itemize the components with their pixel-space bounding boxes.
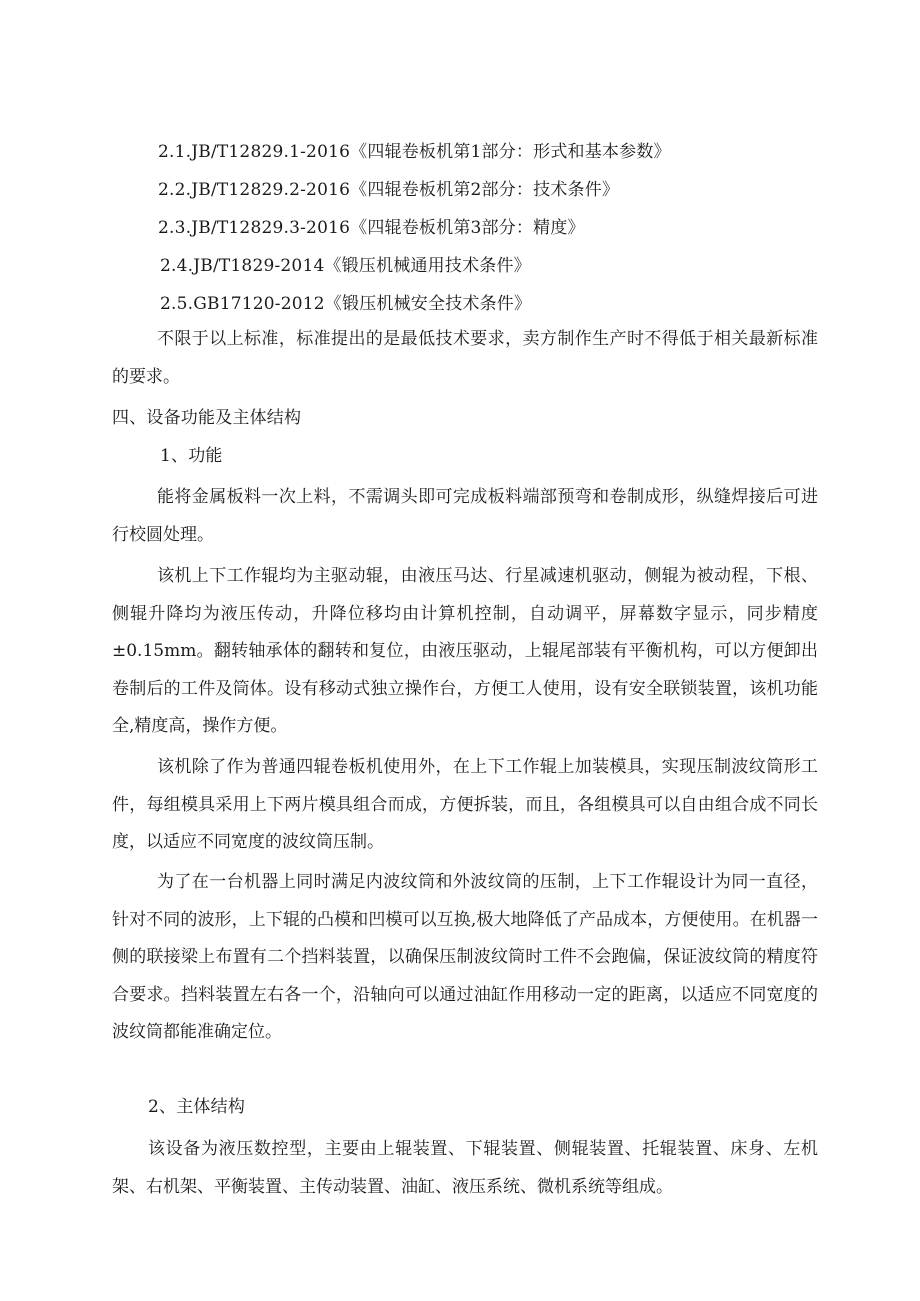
standard-item-2: 2.2.JB/T12829.2-2016《四辊卷板机第2部分：技术条件》 [158, 180, 620, 200]
structure-heading: 2、主体结构 [148, 1097, 246, 1117]
standard-item-3: 2.3.JB/T12829.3-2016《四辊卷板机第3部分：精度》 [158, 218, 585, 238]
standard-item-4: 2.4.JB/T1829-2014《锻压机械通用技术条件》 [160, 256, 531, 276]
function-paragraph-1: 能将金属板料一次上料，不需调头即可完成板料端部预弯和卷制成形，纵缝焊接后可进行校圆处理。 [112, 487, 818, 545]
standards-note: 不限于以上标准，标准提出的是最低技术要求，卖方制作生产时不得低于相关最新标准的要求。 [112, 329, 818, 387]
standard-item-5: 2.5.GB17120-2012《锻压机械安全技术条件》 [160, 294, 532, 314]
function-paragraph-2: 该机上下工作辊均为主驱动辊，由液压马达、行星减速机驱动，侧辊为被动程，下根、侧辊升降均为液压传动，升降位移均由计算机控制，自动调平，屏幕数字显示，同步精度±0.15mm。翻转轴承体的翻转和复位，由液压驱动，上辊尾部装有平衡机构，可以方便卸出卷制后的工件及筒体。设有移动式独立操作台，方便工人使用，设有安全联锁装置，该机功能全,精度高，操作方便。 [112, 566, 818, 736]
structure-paragraph: 该设备为液压数控型，主要由上辊装置、下辊装置、侧辊装置、托辊装置、床身、左机架、右机架、平衡装置、主传动装置、油缸、液压系统、微机系统等组成。 [112, 1139, 818, 1197]
function-paragraph-3: 该机除了作为普通四辊卷板机使用外，在上下工作辊上加装模具，实现压制波纹筒形工件，每组模具采用上下两片模具组合而成，方便拆装，而且，各组模具可以自由组合成不同长度，以适应不同宽度的波纹筒压制。 [112, 757, 818, 852]
function-paragraph-4: 为了在一台机器上同时满足内波纹筒和外波纹筒的压制，上下工作辊设计为同一直径，针对不同的波形，上下辊的凸模和凹模可以互换,极大地降低了产品成本，方便使用。在机器一侧的联接梁上布置有二个挡料装置，以确保压制波纹筒时工件不会跑偏，保证波纹筒的精度符合要求。挡料装置左右各一个，沿轴向可以通过油缸作用移动一定的距离，以适应不同宽度的波纹筒都能准确定位。 [112, 872, 818, 1042]
section-heading: 四、设备功能及主体结构 [112, 408, 302, 428]
standard-item-1: 2.1.JB/T12829.1-2016《四辊卷板机第1部分：形式和基本参数》 [158, 142, 671, 162]
function-heading: 1、功能 [160, 446, 223, 466]
